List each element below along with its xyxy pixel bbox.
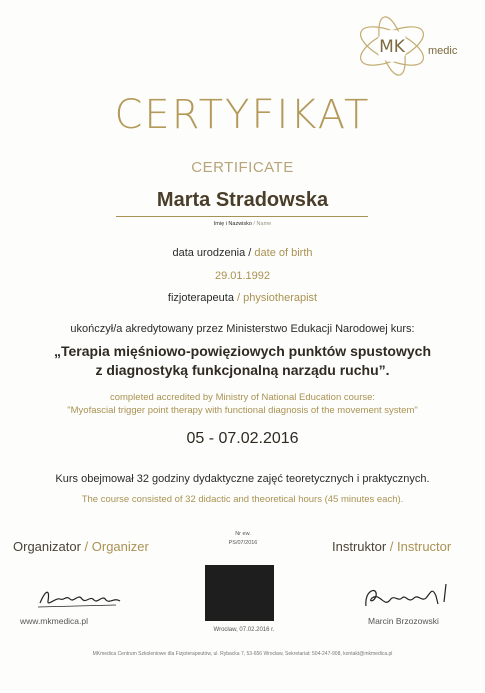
organizer-pl: Organizator <box>13 539 81 554</box>
logo-letters: MK <box>379 37 405 57</box>
accreditation-en: completed accredited by Ministry of National Education course: <box>109 392 376 403</box>
website-link[interactable]: www.mkmedica.pl <box>20 616 89 626</box>
profession-en: physiotherapist <box>243 292 318 304</box>
instructor-pl: Instruktor <box>332 539 387 554</box>
organizer-label <box>13 539 149 554</box>
logo-suffix: medic <box>428 45 458 57</box>
organizer-signature <box>36 585 126 611</box>
name-caption <box>0 221 485 227</box>
course-title-pl-line1: „Terapia mięśniowo-powięziowych punktów spustowych <box>53 343 431 359</box>
organizer-sep: / <box>80 539 92 554</box>
birth-label-pl: data urodzenia / <box>172 247 252 259</box>
profession <box>0 292 485 304</box>
hours-en: The course consisted of 32 didactic and theoretical hours (45 minutes each). <box>81 494 404 505</box>
accreditation-pl: ukończył/a akredytowany przez Ministerstwo Edukacji Narodowej kurs: <box>70 323 415 335</box>
place-date: Wrocław, 07.02.2016 r. <box>213 627 275 633</box>
hours-pl: Kurs obejmował 32 godziny dydaktyczne zajęć teoretycznych i praktycznych. <box>55 473 430 485</box>
birth-label-en: date of birth <box>251 247 313 259</box>
registry-label: Nr ew. <box>235 531 251 537</box>
footer-address: MKmedica Centrum Szkoleniowe dla Fizjoterapeutów, ul. Rybacka 7, 53-656 Wrocław, Sekretariat: 504-247-908, kontakt@mkmedica.pl <box>92 651 393 657</box>
organizer-en: Organizer <box>91 539 149 554</box>
certificate-title: CERTYFIKAT <box>114 92 371 138</box>
course-dates: 05 - 07.02.2016 <box>186 430 299 447</box>
instructor-signature <box>360 580 460 614</box>
profession-pl: fizjoterapeuta <box>167 292 234 304</box>
instructor-name: Marcin Brzozowski <box>368 616 439 626</box>
birth-date: 29.01.1992 <box>214 270 271 282</box>
course-title-en: "Myofascial trigger point therapy with functional diagnosis of the movement system" <box>67 405 418 416</box>
name-underline <box>116 216 368 217</box>
birth-label <box>0 247 485 259</box>
instructor-label <box>332 539 451 554</box>
instructor-en: Instructor <box>397 539 452 554</box>
instructor-sep: / <box>386 539 398 554</box>
course-title-pl-line2: z diagnostyką funkcjonalną narządu ruchu”. <box>95 362 390 378</box>
name-caption-pl: Imię i Nazwisko <box>213 221 252 227</box>
name-caption-en: / Name <box>253 221 272 227</box>
participant-name: Marta Stradowska <box>156 189 329 211</box>
stamp-block <box>205 565 274 621</box>
certificate-subtitle: CERTIFICATE <box>191 159 294 176</box>
mk-medic-logo <box>352 6 472 86</box>
registry-number <box>210 530 276 548</box>
profession-sep: / <box>233 292 244 304</box>
registry-value: PS/07/2016 <box>228 540 258 546</box>
